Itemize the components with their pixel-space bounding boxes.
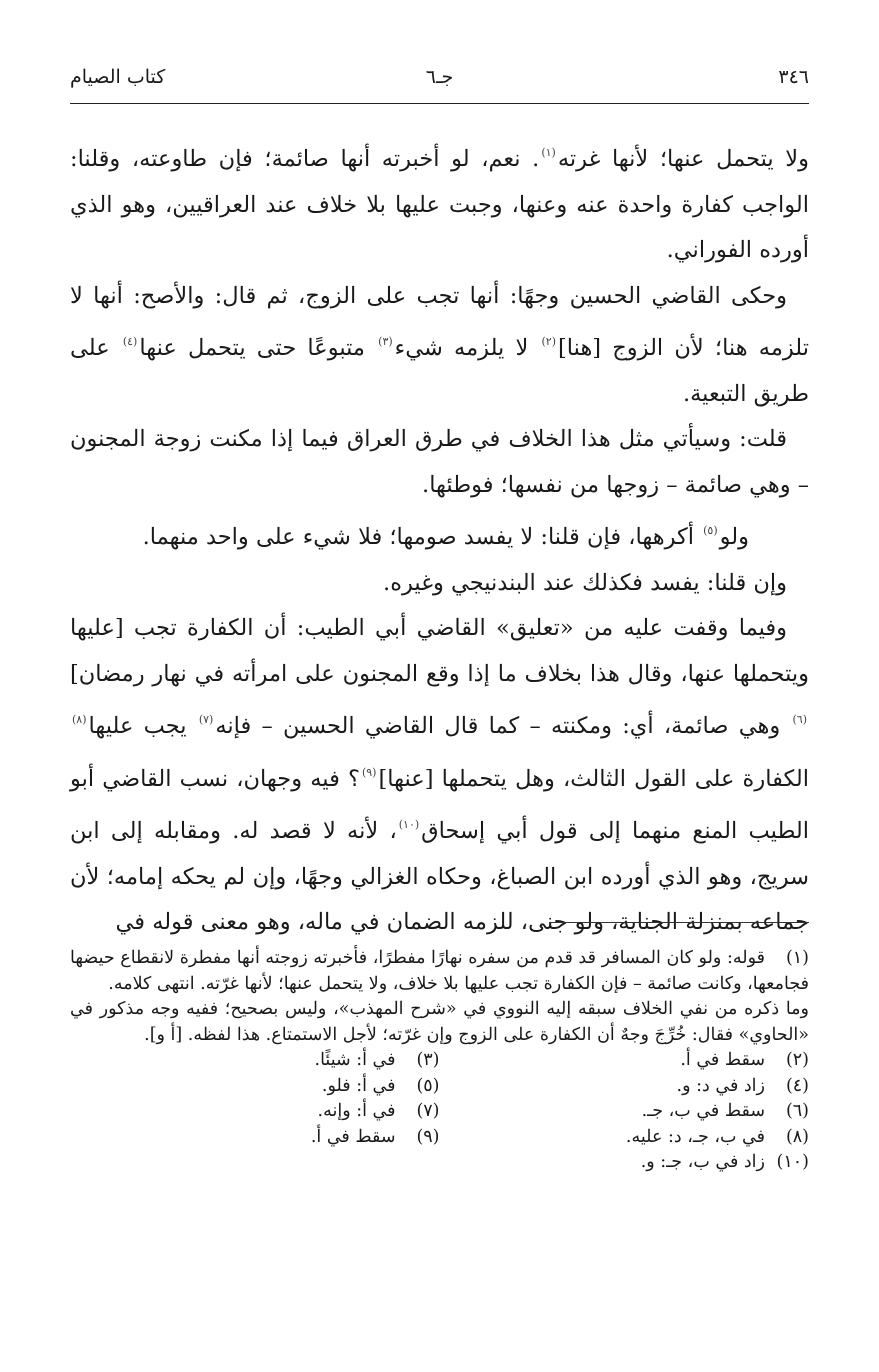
footnote-ref-9[interactable]: (٩) — [361, 765, 377, 779]
footnote-ref-6[interactable]: (٦) — [792, 713, 807, 726]
footnote-ref-7[interactable]: (٧) — [198, 713, 214, 726]
footnote-ref-8[interactable]: (٨) — [72, 713, 87, 726]
paragraph-4: ولو$^{(٥)}$ أكرهها، فإن قلنا: لا يفسد صومها؛ فلا شيء على واحد منهما. — [142, 524, 749, 550]
footnote-2: (٢)سقط في أ. — [680, 1050, 809, 1070]
paragraph-3: قلت: وسيأتي مثل هذا الخلاف في طرق العراق فيما إذا مكنت زوجة المجنون – وهي صائمة – زوجها من نفسها؛ فوطئها. — [70, 426, 809, 498]
footnote-ref-4[interactable]: (٤) — [122, 335, 138, 348]
page-header — [70, 66, 809, 96]
paragraph-5: وإن قلنا: يفسد فكذلك عند البندنيجي وغيره. — [383, 569, 787, 596]
paragraph-1: ولا يتحمل عنها؛ لأنها غرته$^{(١)}$. نعم، لو أخبرته أنها صائمة؛ فإن طاوعته، وقلنا: الواجب كفارة واحدة عنه وعنها، وجبت عليها بلا خلاف عند العراقيين، وهو الذي أورده الفوراني. — [70, 146, 809, 263]
footnote-6: (٦)سقط في ب، جـ. — [641, 1101, 809, 1121]
footnote-number: (١) — [785, 948, 809, 968]
footnote-1 — [70, 946, 809, 1048]
footnote-text: قوله: ولو كان المسافر قد قدم من سفره نهارًا مفطرًا، فأخبرته زوجته أنها مفطرة لانقطاع حيضها فجامعها، وكانت صائمة – فإن الكفارة تجب عليها بلا خلاف، ولا يتحمل عنها؛ لأنها غرّته. انتهى كلامه. — [70, 948, 809, 994]
footnote-ref-1[interactable]: (١) — [541, 146, 556, 159]
book-title: كتاب الصيام — [70, 66, 166, 88]
footnote-10: (١٠)زاد في ب، جـ: و. — [640, 1152, 809, 1172]
footnote-7: (٧)في أ: وإنه. — [317, 1101, 440, 1121]
footnote-5: (٥)في أ: فلو. — [321, 1075, 440, 1096]
footnote-4: (٤)زاد في د: و. — [676, 1075, 809, 1096]
footnotes — [70, 946, 809, 1176]
main-text — [70, 130, 809, 946]
footnote-ref-10[interactable]: (١٠) — [398, 818, 420, 831]
header-divider — [70, 103, 809, 104]
volume-label: جـ٦ — [425, 66, 454, 88]
footnote-9: (٩)سقط في أ. — [310, 1126, 440, 1147]
footnote-ref-3[interactable]: (٣) — [378, 335, 393, 348]
page-number: ٣٤٦ — [778, 66, 809, 88]
footnote-8: (٨)في ب، جـ، د: عليه. — [625, 1126, 809, 1147]
paragraph-6: وفيما وقفت عليه من «تعليق» القاضي أبي الطيب: أن الكفارة تجب [عليها ويتحملها عنها، وقال هذا بخلاف ما إذا وقع المجنون على امرأته في نهار رمضان]$^{(٦)}$ وهي صائمة، أي: ومكنته – كما قال القاضي الحسين – فإنه$^{(٧)}$ يجب عليها$^{(٨)}$ الكفارة على القول الثالث، وهل يتحملها [عنها]$^{(٩)}$؟ فيه وجهان، نسب القاضي أبو الطيب المنع منهما إلى قول أبي إسحاق$^{(١٠)}$، لأنه لا قصد له. ومقابله إلى ابن سريج، وهو الذي أورده ابن الصباغ، وحكاه الغزالي وجهًا، وإن لم يحكه إمامه؛ لأن جماعه بمنزلة الجناية، ولو جنى، للزمه الضمان في ماله، وهو معنى قوله في — [70, 615, 810, 935]
footnote-text: وما ذكره من نفي الخلاف سبقه إليه النووي في «شرح المهذب»، وليس بصحيح؛ ففيه وجه مذكور في «الحاوي» فقال: خُرِّجَ وجهٌ أن الكفارة على الزوج وإن غرّته؛ لأجل الاستمتاع. هذا لفظه. [أ و]. — [70, 999, 809, 1045]
footnote-ref-2[interactable]: (٢) — [541, 335, 557, 348]
footnote-divider — [549, 922, 809, 923]
footnote-grid — [70, 1048, 809, 1176]
footnote-ref-5[interactable]: (٥) — [703, 524, 718, 537]
footnote-3: (٣)في أ: شيئًا. — [314, 1050, 440, 1070]
paragraph-2: وحكى القاضي الحسين وجهًا: أنها تجب على الزوج، ثم قال: والأصح: أنها لا تلزمه هنا؛ لأن الزوج [هنا]$^{(٢)}$ لا يلزمه شيء$^{(٣)}$ متبوعًا حتى يتحمل عنها$^{(٤)}$ على طريق التبعية. — [70, 282, 810, 407]
